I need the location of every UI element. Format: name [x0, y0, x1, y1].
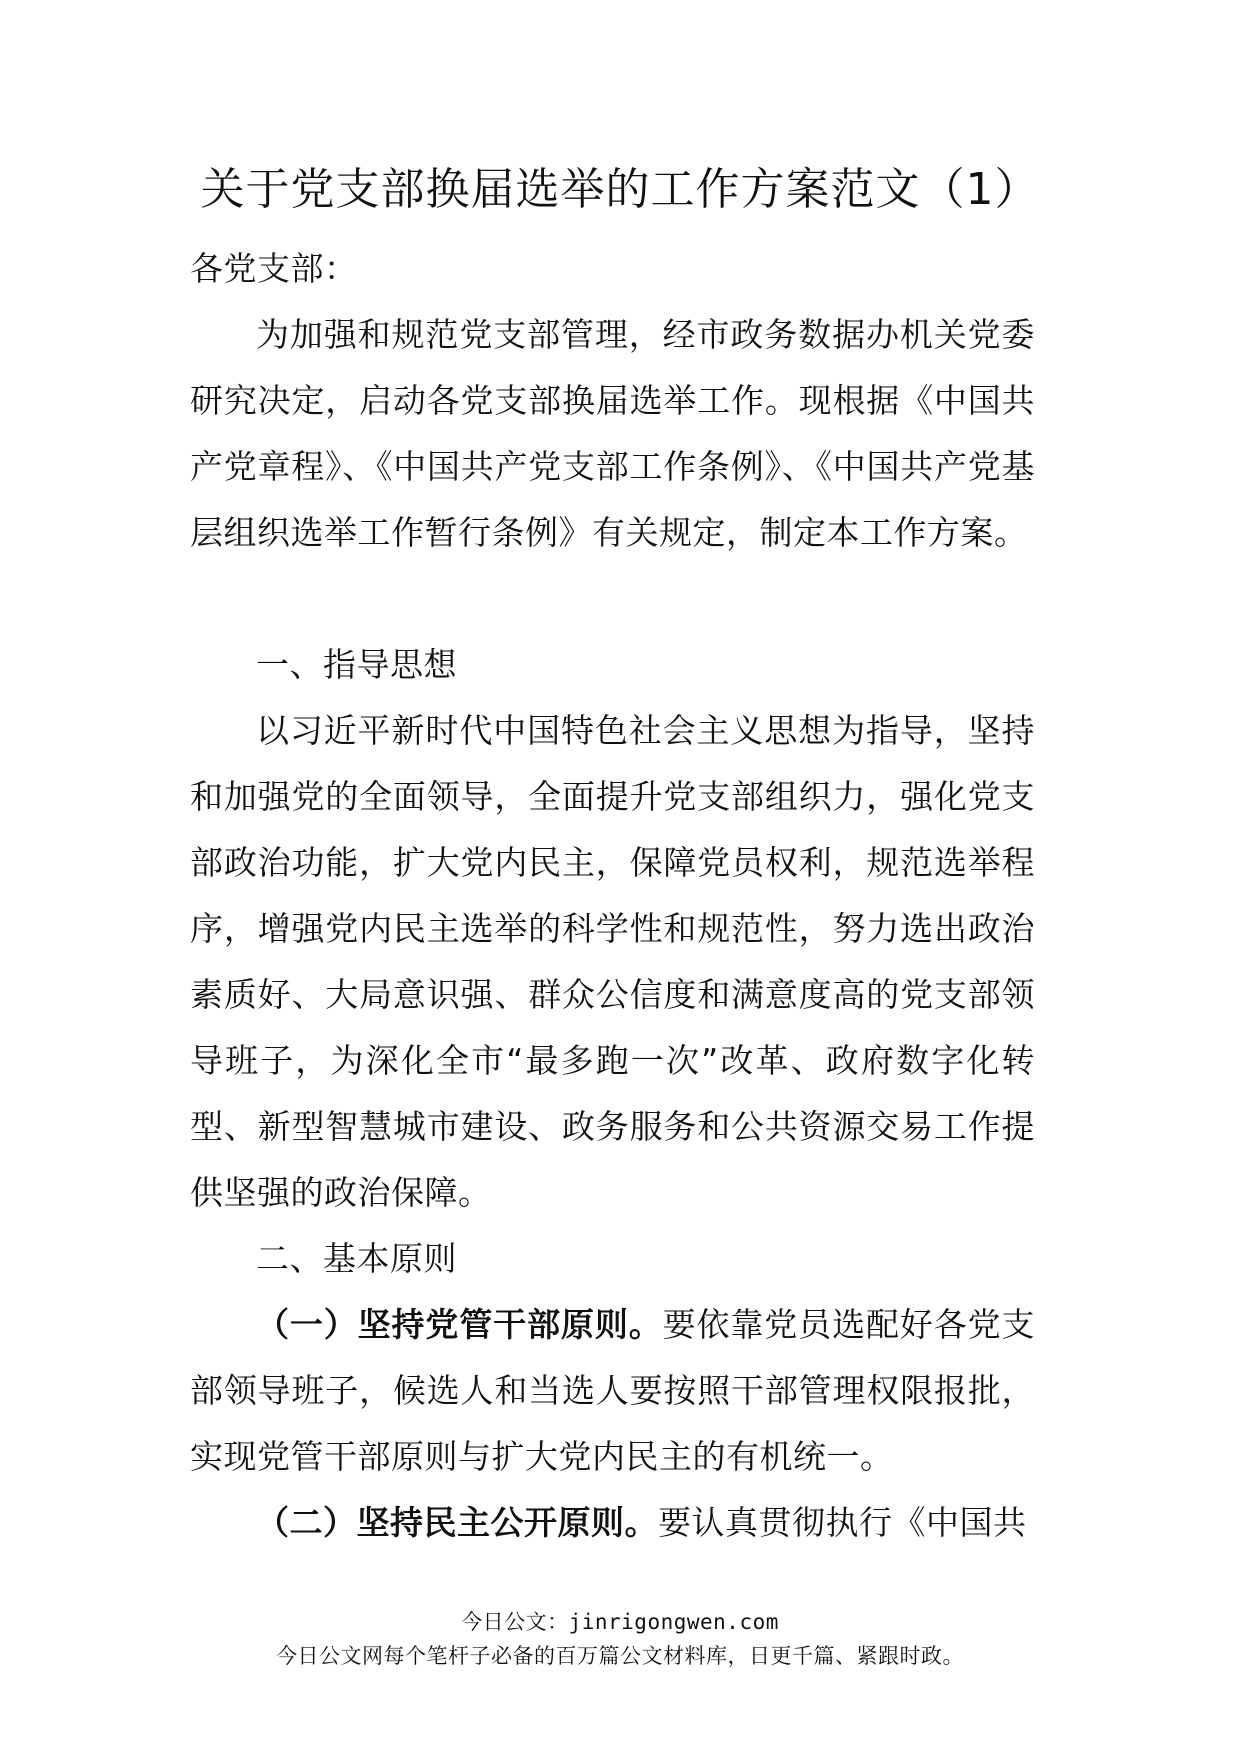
paragraph-principle-1	[190, 1292, 1035, 1490]
paragraph-principle-2	[190, 1490, 1035, 1556]
principle-1-title: （一）坚持党管干部原则。	[256, 1305, 663, 1344]
heading-guiding-ideology: 一、指导思想	[256, 645, 457, 684]
paragraph-guiding-ideology: 以习近平新时代中国特色社会主义思想为指导，坚持和加强党的全面领导，全面提升党支部组织力，强化党支部政治功能，扩大党内民主，保障党员权利，规范选举程序，增强党内民主选举的科学性和规范性，努力选出政治素质好、大局意识强、群众公信度和满意度高的党支部领导班子，为深化全市“最多跑一次”改革、政府数字化转型、新型智慧城市建设、政务服务和公共资源交易工作提供坚强的政治保障。	[190, 711, 1035, 1212]
heading-basic-principles: 二、基本原则	[256, 1239, 457, 1278]
footer-site-label: 今日公文：	[461, 1610, 569, 1634]
principle-1-text: 要依靠党员选配好各党支部领导班子，候选人和当选人要按照干部管理权限报批，实现党管干部原则与扩大党内民主的有机统一。	[190, 1305, 1036, 1476]
footer-site-line	[0, 1606, 1240, 1636]
footer-slogan: 今日公文网每个笔杆子必备的百万篇公文材料库，日更千篇、紧跟时政。	[276, 1644, 964, 1668]
footer-site-url[interactable]: jinrigongwen.com	[568, 1610, 779, 1634]
salutation: 各党支部：	[190, 249, 358, 288]
principle-2-text: 要认真贯彻执行《中国共	[658, 1503, 1027, 1542]
document-title: 关于党支部换届选举的工作方案范文（1）	[200, 164, 1040, 215]
principle-2-title: （二）坚持民主公开原则。	[256, 1503, 658, 1542]
paragraph-intro: 为加强和规范党支部管理，经市政务数据办机关党委研究决定，启动各党支部换届选举工作。现根据《中国共产党章程》、《中国共产党支部工作条例》、《中国共产党基层组织选举工作暂行条例》有关规定，制定本工作方案。	[190, 315, 1035, 552]
